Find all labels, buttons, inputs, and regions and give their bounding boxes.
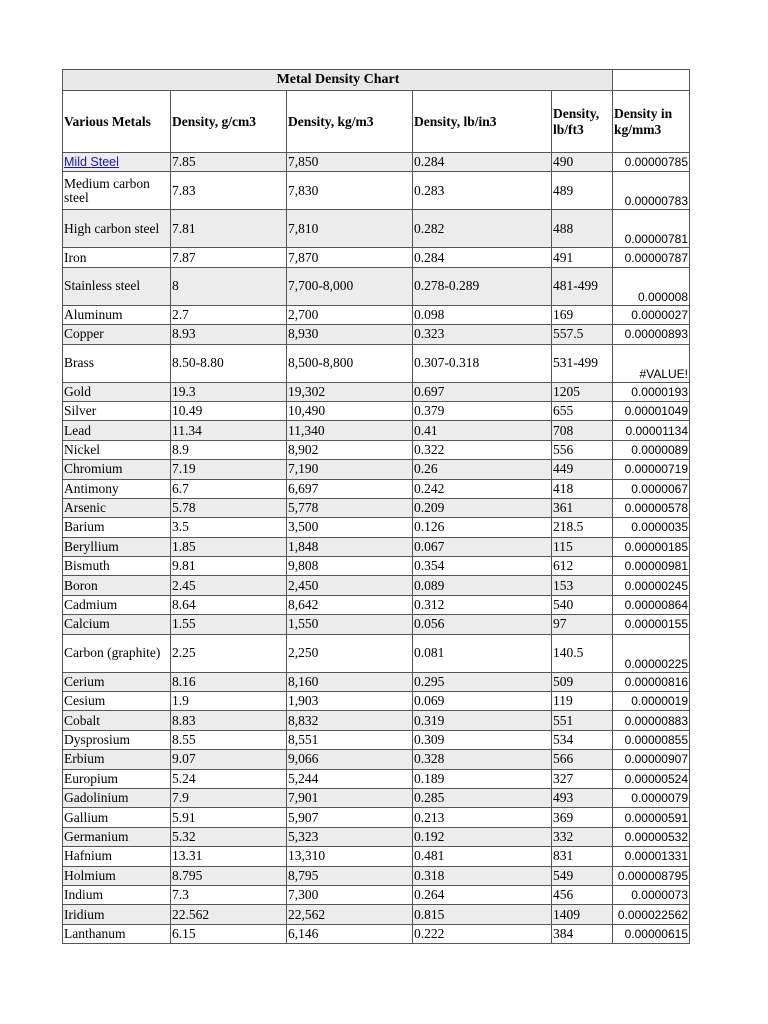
density-g-cm3-cell: 5.78 bbox=[171, 498, 287, 517]
density-kg-m3-cell: 8,160 bbox=[287, 672, 413, 691]
density-lb-in3-cell: 0.126 bbox=[413, 518, 552, 537]
density-kg-m3-cell: 6,697 bbox=[287, 479, 413, 498]
density-kg-mm3-cell: 0.00001049 bbox=[613, 401, 690, 420]
density-lb-in3-cell: 0.295 bbox=[413, 672, 552, 691]
density-g-cm3-cell: 11.34 bbox=[171, 421, 287, 440]
table-row bbox=[63, 305, 690, 324]
density-g-cm3-cell: 8.50-8.80 bbox=[171, 344, 287, 382]
density-lb-ft3-cell: 456 bbox=[552, 885, 613, 904]
density-kg-mm3-cell: 0.0000027 bbox=[613, 305, 690, 324]
density-lb-in3-cell: 0.697 bbox=[413, 382, 552, 401]
density-lb-in3-cell: 0.328 bbox=[413, 750, 552, 769]
density-lb-ft3-cell: 493 bbox=[552, 788, 613, 807]
density-g-cm3-cell: 7.9 bbox=[171, 788, 287, 807]
metal-name-cell: Cesium bbox=[63, 692, 171, 711]
density-kg-mm3-cell: 0.00000883 bbox=[613, 711, 690, 730]
table-row bbox=[63, 576, 690, 595]
density-lb-in3-cell: 0.379 bbox=[413, 401, 552, 420]
density-lb-ft3-cell: 708 bbox=[552, 421, 613, 440]
density-lb-in3-cell: 0.089 bbox=[413, 576, 552, 595]
density-kg-mm3-cell: 0.00000816 bbox=[613, 672, 690, 691]
metal-name-cell: Calcium bbox=[63, 615, 171, 634]
density-g-cm3-cell: 2.7 bbox=[171, 305, 287, 324]
density-lb-in3-cell: 0.264 bbox=[413, 885, 552, 904]
density-g-cm3-cell: 8.64 bbox=[171, 595, 287, 614]
blank-cell bbox=[613, 70, 690, 91]
table-row bbox=[63, 421, 690, 440]
density-lb-in3-cell: 0.283 bbox=[413, 172, 552, 210]
density-g-cm3-cell: 3.5 bbox=[171, 518, 287, 537]
density-g-cm3-cell: 7.83 bbox=[171, 172, 287, 210]
density-kg-m3-cell: 5,244 bbox=[287, 769, 413, 788]
metal-name-cell: Germanium bbox=[63, 827, 171, 846]
density-kg-m3-cell: 7,870 bbox=[287, 248, 413, 267]
density-lb-ft3-cell: 556 bbox=[552, 440, 613, 459]
density-kg-m3-cell: 1,550 bbox=[287, 615, 413, 634]
density-lb-in3-cell: 0.319 bbox=[413, 711, 552, 730]
table-row bbox=[63, 634, 690, 672]
metal-name-cell: Gallium bbox=[63, 808, 171, 827]
density-lb-ft3-cell: 612 bbox=[552, 557, 613, 576]
density-kg-m3-cell: 8,642 bbox=[287, 595, 413, 614]
table-row bbox=[63, 827, 690, 846]
metal-name-cell: Boron bbox=[63, 576, 171, 595]
density-lb-ft3-cell: 540 bbox=[552, 595, 613, 614]
density-kg-mm3-cell: 0.00000785 bbox=[613, 153, 690, 172]
table-row bbox=[63, 537, 690, 556]
density-g-cm3-cell: 2.25 bbox=[171, 634, 287, 672]
density-lb-ft3-cell: 361 bbox=[552, 498, 613, 517]
density-kg-mm3-cell: 0.00000578 bbox=[613, 498, 690, 517]
density-lb-ft3-cell: 140.5 bbox=[552, 634, 613, 672]
density-g-cm3-cell: 13.31 bbox=[171, 847, 287, 866]
header-row bbox=[63, 91, 690, 153]
metal-name-cell: Antimony bbox=[63, 479, 171, 498]
metal-name-cell: Stainless steel bbox=[63, 267, 171, 305]
density-g-cm3-cell: 7.87 bbox=[171, 248, 287, 267]
table-row bbox=[63, 479, 690, 498]
density-lb-in3-cell: 0.098 bbox=[413, 305, 552, 324]
table-row bbox=[63, 210, 690, 248]
table-row bbox=[63, 401, 690, 420]
metal-name-cell: Holmium bbox=[63, 866, 171, 885]
density-lb-in3-cell: 0.307-0.318 bbox=[413, 344, 552, 382]
header-kg-mm3: Density in kg/mm3 bbox=[613, 91, 690, 153]
density-lb-ft3-cell: 509 bbox=[552, 672, 613, 691]
header-metal: Various Metals bbox=[63, 91, 171, 153]
density-lb-in3-cell: 0.081 bbox=[413, 634, 552, 672]
density-kg-mm3-cell: 0.0000019 bbox=[613, 692, 690, 711]
density-lb-ft3-cell: 169 bbox=[552, 305, 613, 324]
density-kg-mm3-cell: 0.00000864 bbox=[613, 595, 690, 614]
density-lb-in3-cell: 0.278-0.289 bbox=[413, 267, 552, 305]
table-row bbox=[63, 382, 690, 401]
density-kg-m3-cell: 8,902 bbox=[287, 440, 413, 459]
metal-name-cell: Cadmium bbox=[63, 595, 171, 614]
density-kg-mm3-cell: 0.00000225 bbox=[613, 634, 690, 672]
density-lb-ft3-cell: 831 bbox=[552, 847, 613, 866]
density-g-cm3-cell: 6.7 bbox=[171, 479, 287, 498]
metal-name-cell: Lanthanum bbox=[63, 924, 171, 943]
density-kg-m3-cell: 10,490 bbox=[287, 401, 413, 420]
density-lb-in3-cell: 0.069 bbox=[413, 692, 552, 711]
density-lb-in3-cell: 0.209 bbox=[413, 498, 552, 517]
density-lb-ft3-cell: 481-499 bbox=[552, 267, 613, 305]
density-g-cm3-cell: 5.24 bbox=[171, 769, 287, 788]
metal-name-cell: Nickel bbox=[63, 440, 171, 459]
density-kg-m3-cell: 5,907 bbox=[287, 808, 413, 827]
density-g-cm3-cell: 22.562 bbox=[171, 905, 287, 924]
density-lb-ft3-cell: 119 bbox=[552, 692, 613, 711]
density-lb-in3-cell: 0.192 bbox=[413, 827, 552, 846]
density-kg-m3-cell: 5,323 bbox=[287, 827, 413, 846]
density-g-cm3-cell: 2.45 bbox=[171, 576, 287, 595]
density-kg-mm3-cell: 0.000008 bbox=[613, 267, 690, 305]
table-row bbox=[63, 440, 690, 459]
metal-name-cell: Cerium bbox=[63, 672, 171, 691]
density-lb-in3-cell: 0.312 bbox=[413, 595, 552, 614]
title-row bbox=[63, 70, 690, 91]
density-kg-m3-cell: 11,340 bbox=[287, 421, 413, 440]
density-kg-m3-cell: 19,302 bbox=[287, 382, 413, 401]
density-lb-in3-cell: 0.222 bbox=[413, 924, 552, 943]
table-row bbox=[63, 905, 690, 924]
density-lb-in3-cell: 0.284 bbox=[413, 248, 552, 267]
density-lb-ft3-cell: 489 bbox=[552, 172, 613, 210]
density-kg-m3-cell: 8,832 bbox=[287, 711, 413, 730]
density-kg-mm3-cell: 0.0000067 bbox=[613, 479, 690, 498]
header-lb-in3: Density, lb/in3 bbox=[413, 91, 552, 153]
density-g-cm3-cell: 9.07 bbox=[171, 750, 287, 769]
density-kg-mm3-cell: 0.00000783 bbox=[613, 172, 690, 210]
density-lb-ft3-cell: 327 bbox=[552, 769, 613, 788]
metal-name-cell: Aluminum bbox=[63, 305, 171, 324]
density-lb-in3-cell: 0.815 bbox=[413, 905, 552, 924]
density-kg-mm3-cell: 0.0000193 bbox=[613, 382, 690, 401]
density-kg-mm3-cell: 0.00000591 bbox=[613, 808, 690, 827]
density-kg-mm3-cell: 0.00000532 bbox=[613, 827, 690, 846]
density-lb-in3-cell: 0.322 bbox=[413, 440, 552, 459]
density-lb-ft3-cell: 491 bbox=[552, 248, 613, 267]
table-row bbox=[63, 672, 690, 691]
table-row bbox=[63, 692, 690, 711]
density-lb-ft3-cell: 97 bbox=[552, 615, 613, 634]
table-row bbox=[63, 595, 690, 614]
density-lb-in3-cell: 0.309 bbox=[413, 730, 552, 749]
metal-name-cell: High carbon steel bbox=[63, 210, 171, 248]
density-kg-m3-cell: 8,500-8,800 bbox=[287, 344, 413, 382]
metal-name-cell: Europium bbox=[63, 769, 171, 788]
density-kg-mm3-cell: 0.0000035 bbox=[613, 518, 690, 537]
density-lb-in3-cell: 0.26 bbox=[413, 460, 552, 479]
density-lb-ft3-cell: 115 bbox=[552, 537, 613, 556]
table-title: Metal Density Chart bbox=[63, 70, 613, 91]
density-kg-m3-cell: 2,450 bbox=[287, 576, 413, 595]
density-g-cm3-cell: 1.55 bbox=[171, 615, 287, 634]
density-kg-mm3-cell: 0.00000893 bbox=[613, 325, 690, 344]
metal-density-table bbox=[62, 69, 690, 944]
header-g-cm3: Density, g/cm3 bbox=[171, 91, 287, 153]
density-kg-mm3-cell: 0.00000781 bbox=[613, 210, 690, 248]
density-kg-mm3-cell: 0.00001134 bbox=[613, 421, 690, 440]
density-kg-mm3-cell: 0.00000524 bbox=[613, 769, 690, 788]
density-lb-ft3-cell: 566 bbox=[552, 750, 613, 769]
density-kg-m3-cell: 9,066 bbox=[287, 750, 413, 769]
metal-name-cell: Iridium bbox=[63, 905, 171, 924]
density-lb-in3-cell: 0.056 bbox=[413, 615, 552, 634]
table-row bbox=[63, 847, 690, 866]
density-lb-ft3-cell: 488 bbox=[552, 210, 613, 248]
density-lb-in3-cell: 0.318 bbox=[413, 866, 552, 885]
density-lb-in3-cell: 0.354 bbox=[413, 557, 552, 576]
table-row bbox=[63, 615, 690, 634]
table-row bbox=[63, 557, 690, 576]
density-g-cm3-cell: 5.32 bbox=[171, 827, 287, 846]
density-kg-m3-cell: 1,903 bbox=[287, 692, 413, 711]
density-lb-in3-cell: 0.242 bbox=[413, 479, 552, 498]
density-kg-mm3-cell: 0.00000719 bbox=[613, 460, 690, 479]
density-lb-ft3-cell: 1409 bbox=[552, 905, 613, 924]
density-kg-m3-cell: 9,808 bbox=[287, 557, 413, 576]
metal-name-cell: Chromium bbox=[63, 460, 171, 479]
table-row bbox=[63, 153, 690, 172]
density-kg-mm3-cell: 0.00000855 bbox=[613, 730, 690, 749]
density-kg-mm3-cell: 0.00000907 bbox=[613, 750, 690, 769]
density-kg-m3-cell: 8,551 bbox=[287, 730, 413, 749]
table-row bbox=[63, 711, 690, 730]
density-g-cm3-cell: 7.85 bbox=[171, 153, 287, 172]
density-lb-ft3-cell: 384 bbox=[552, 924, 613, 943]
density-g-cm3-cell: 19.3 bbox=[171, 382, 287, 401]
density-kg-m3-cell: 8,795 bbox=[287, 866, 413, 885]
density-g-cm3-cell: 8.55 bbox=[171, 730, 287, 749]
density-lb-ft3-cell: 153 bbox=[552, 576, 613, 595]
density-lb-ft3-cell: 655 bbox=[552, 401, 613, 420]
metal-name-cell: Gold bbox=[63, 382, 171, 401]
header-kg-m3: Density, kg/m3 bbox=[287, 91, 413, 153]
table-row bbox=[63, 267, 690, 305]
density-g-cm3-cell: 8.93 bbox=[171, 325, 287, 344]
metal-name-cell bbox=[63, 153, 171, 172]
density-kg-m3-cell: 7,700-8,000 bbox=[287, 267, 413, 305]
density-g-cm3-cell: 9.81 bbox=[171, 557, 287, 576]
table-row bbox=[63, 788, 690, 807]
density-g-cm3-cell: 5.91 bbox=[171, 808, 287, 827]
density-lb-ft3-cell: 534 bbox=[552, 730, 613, 749]
density-kg-m3-cell: 13,310 bbox=[287, 847, 413, 866]
density-kg-m3-cell: 7,901 bbox=[287, 788, 413, 807]
density-lb-ft3-cell: 369 bbox=[552, 808, 613, 827]
density-kg-m3-cell: 7,300 bbox=[287, 885, 413, 904]
density-g-cm3-cell: 1.85 bbox=[171, 537, 287, 556]
density-lb-in3-cell: 0.323 bbox=[413, 325, 552, 344]
table-row bbox=[63, 518, 690, 537]
density-g-cm3-cell: 7.3 bbox=[171, 885, 287, 904]
density-kg-mm3-cell: 0.000022562 bbox=[613, 905, 690, 924]
metal-name-cell: Erbium bbox=[63, 750, 171, 769]
density-g-cm3-cell: 6.15 bbox=[171, 924, 287, 943]
metal-name-cell: Brass bbox=[63, 344, 171, 382]
density-kg-mm3-cell: 0.000008795 bbox=[613, 866, 690, 885]
density-kg-mm3-cell: 0.00000245 bbox=[613, 576, 690, 595]
density-lb-in3-cell: 0.189 bbox=[413, 769, 552, 788]
density-kg-m3-cell: 2,250 bbox=[287, 634, 413, 672]
density-g-cm3-cell: 8.16 bbox=[171, 672, 287, 691]
metal-name-cell: Gadolinium bbox=[63, 788, 171, 807]
density-g-cm3-cell: 8.9 bbox=[171, 440, 287, 459]
density-kg-mm3-cell: 0.0000079 bbox=[613, 788, 690, 807]
density-kg-m3-cell: 7,190 bbox=[287, 460, 413, 479]
table-row bbox=[63, 808, 690, 827]
metal-name-cell: Copper bbox=[63, 325, 171, 344]
density-lb-ft3-cell: 490 bbox=[552, 153, 613, 172]
density-kg-m3-cell: 7,850 bbox=[287, 153, 413, 172]
metal-name-cell: Dysprosium bbox=[63, 730, 171, 749]
density-kg-mm3-cell: 0.00000185 bbox=[613, 537, 690, 556]
density-kg-mm3-cell: 0.00001331 bbox=[613, 847, 690, 866]
table-row bbox=[63, 924, 690, 943]
table-row bbox=[63, 885, 690, 904]
metal-name-cell: Iron bbox=[63, 248, 171, 267]
density-lb-in3-cell: 0.213 bbox=[413, 808, 552, 827]
density-lb-in3-cell: 0.41 bbox=[413, 421, 552, 440]
density-g-cm3-cell: 10.49 bbox=[171, 401, 287, 420]
density-kg-mm3-cell: 0.00000615 bbox=[613, 924, 690, 943]
metal-name-cell: Lead bbox=[63, 421, 171, 440]
density-kg-mm3-cell: 0.00000155 bbox=[613, 615, 690, 634]
density-lb-ft3-cell: 332 bbox=[552, 827, 613, 846]
density-lb-in3-cell: 0.285 bbox=[413, 788, 552, 807]
metal-name-cell: Hafnium bbox=[63, 847, 171, 866]
density-kg-m3-cell: 3,500 bbox=[287, 518, 413, 537]
density-lb-in3-cell: 0.284 bbox=[413, 153, 552, 172]
density-kg-m3-cell: 22,562 bbox=[287, 905, 413, 924]
density-lb-ft3-cell: 449 bbox=[552, 460, 613, 479]
metal-name-cell: Medium carbon steel bbox=[63, 172, 171, 210]
density-kg-m3-cell: 5,778 bbox=[287, 498, 413, 517]
density-g-cm3-cell: 8 bbox=[171, 267, 287, 305]
table-row bbox=[63, 730, 690, 749]
metal-name-cell: Indium bbox=[63, 885, 171, 904]
table-row bbox=[63, 248, 690, 267]
density-kg-mm3-cell: 0.0000089 bbox=[613, 440, 690, 459]
metal-name-cell: Silver bbox=[63, 401, 171, 420]
density-lb-in3-cell: 0.282 bbox=[413, 210, 552, 248]
density-kg-m3-cell: 1,848 bbox=[287, 537, 413, 556]
metal-name-cell: Bismuth bbox=[63, 557, 171, 576]
density-lb-ft3-cell: 1205 bbox=[552, 382, 613, 401]
density-kg-m3-cell: 7,810 bbox=[287, 210, 413, 248]
density-kg-mm3-cell: 0.00000981 bbox=[613, 557, 690, 576]
density-kg-mm3-cell: #VALUE! bbox=[613, 344, 690, 382]
density-kg-m3-cell: 2,700 bbox=[287, 305, 413, 324]
metal-link[interactable]: Mild Steel bbox=[64, 155, 119, 170]
header-lb-ft3: Density, lb/ft3 bbox=[552, 91, 613, 153]
table-row bbox=[63, 172, 690, 210]
density-g-cm3-cell: 7.81 bbox=[171, 210, 287, 248]
density-lb-ft3-cell: 551 bbox=[552, 711, 613, 730]
density-lb-in3-cell: 0.067 bbox=[413, 537, 552, 556]
density-lb-ft3-cell: 531-499 bbox=[552, 344, 613, 382]
table-row bbox=[63, 750, 690, 769]
density-kg-m3-cell: 8,930 bbox=[287, 325, 413, 344]
table-row bbox=[63, 344, 690, 382]
table-row bbox=[63, 769, 690, 788]
metal-name-cell: Cobalt bbox=[63, 711, 171, 730]
metal-name-cell: Carbon (graphite) bbox=[63, 634, 171, 672]
density-g-cm3-cell: 1.9 bbox=[171, 692, 287, 711]
density-kg-m3-cell: 7,830 bbox=[287, 172, 413, 210]
density-lb-ft3-cell: 557.5 bbox=[552, 325, 613, 344]
table-row bbox=[63, 866, 690, 885]
table-row bbox=[63, 325, 690, 344]
density-lb-ft3-cell: 418 bbox=[552, 479, 613, 498]
table-row bbox=[63, 498, 690, 517]
density-g-cm3-cell: 8.795 bbox=[171, 866, 287, 885]
density-lb-ft3-cell: 549 bbox=[552, 866, 613, 885]
density-lb-ft3-cell: 218.5 bbox=[552, 518, 613, 537]
metal-name-cell: Barium bbox=[63, 518, 171, 537]
density-kg-mm3-cell: 0.0000073 bbox=[613, 885, 690, 904]
table-row bbox=[63, 460, 690, 479]
density-kg-mm3-cell: 0.00000787 bbox=[613, 248, 690, 267]
metal-name-cell: Beryllium bbox=[63, 537, 171, 556]
density-kg-m3-cell: 6,146 bbox=[287, 924, 413, 943]
metal-name-cell: Arsenic bbox=[63, 498, 171, 517]
density-lb-in3-cell: 0.481 bbox=[413, 847, 552, 866]
density-g-cm3-cell: 7.19 bbox=[171, 460, 287, 479]
density-g-cm3-cell: 8.83 bbox=[171, 711, 287, 730]
